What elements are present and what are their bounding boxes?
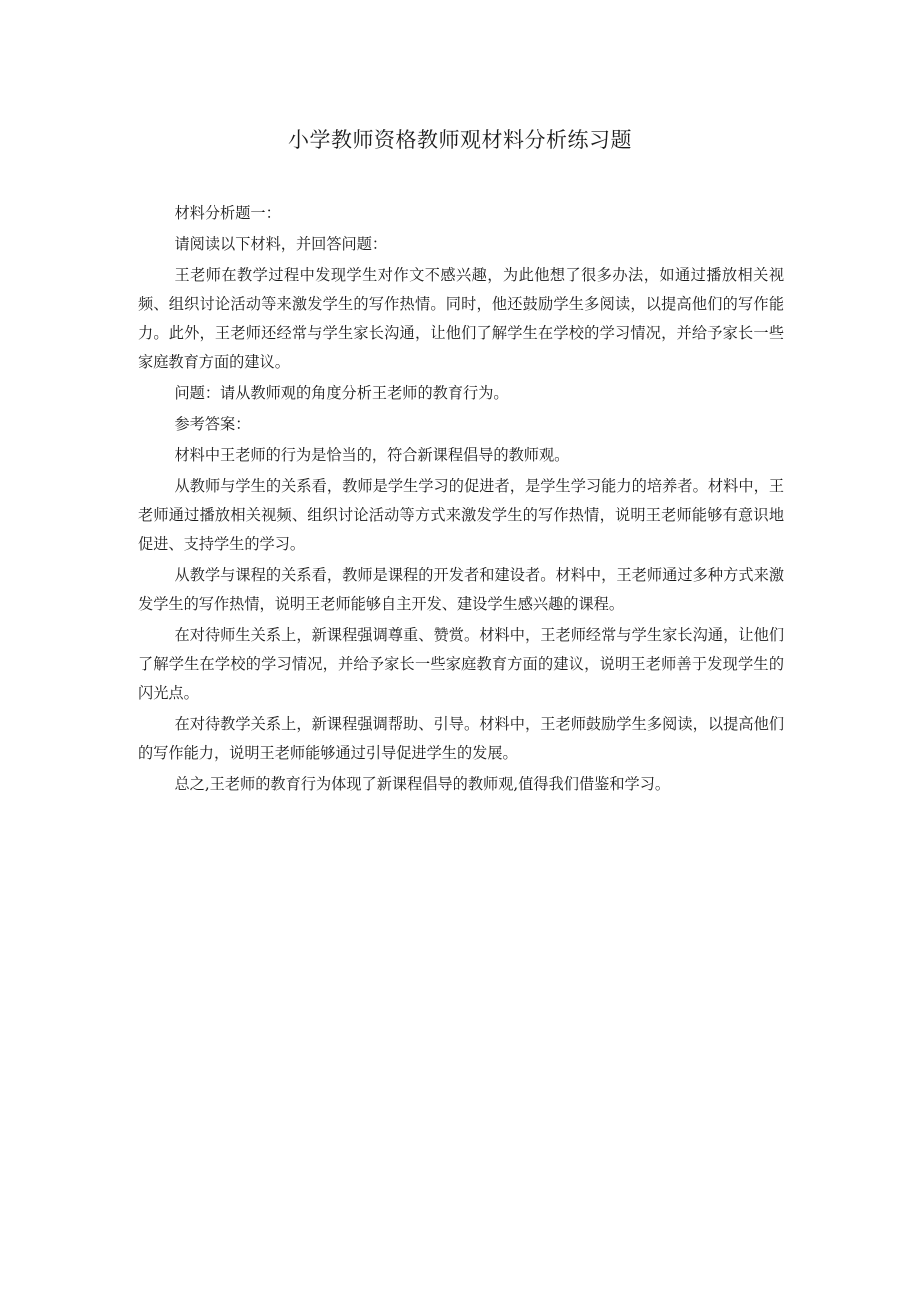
answer-paragraph: 材料中王老师的行为是恰当的，符合新课程倡导的教师观。 (174, 446, 570, 464)
document-body (138, 199, 784, 801)
instruction-text: 请阅读以下材料，并回答问题： (174, 235, 388, 253)
answer-paragraph: 在对待师生关系上，新课程强调尊重、赞赏。材料中，王老师经常与学生家长沟通，让他们了解学生在学校的学习情况，并给予家长一些家庭教育方面的建议，说明王老师善于发现学生的闪光点。 (138, 626, 784, 702)
section-heading: 材料分析题一： (174, 204, 281, 222)
answer-heading: 参考答案： (174, 415, 251, 433)
answer-paragraph: 从教学与课程的关系看，教师是课程的开发者和建设者。材料中，王老师通过多种方式来激发学生的写作热情，说明王老师能够自主开发、建设学生感兴趣的课程。 (138, 566, 784, 613)
material-paragraph: 王老师在教学过程中发现学生对作文不感兴趣，为此他想了很多办法，如通过播放相关视频、组织讨论活动等来激发学生的写作热情。同时，他还鼓励学生多阅读，以提高他们的写作能力。此外，王老师还经常与学生家长沟通，让他们了解学生在学校的学习情况，并给予家长一些家庭教育方面的建议。 (138, 266, 784, 371)
conclusion-paragraph: 总之,王老师的教育行为体现了新课程倡导的教师观,值得我们借鉴和学习。 (174, 775, 671, 793)
answer-paragraph: 在对待教学关系上，新课程强调帮助、引导。材料中，王老师鼓励学生多阅读，以提高他们的写作能力，说明王老师能够通过引导促进学生的发展。 (138, 715, 784, 762)
question-text: 问题：请从教师观的角度分析王老师的教育行为。 (174, 384, 509, 402)
document-title: 小学教师资格教师观材料分析练习题 (288, 128, 632, 152)
answer-paragraph: 从教师与学生的关系看，教师是学生学习的促进者，是学生学习能力的培养者。材料中，王老师通过播放相关视频、组织讨论活动等方式来激发学生的写作热情，说明王老师能够有意识地促进、支持学生的学习。 (138, 477, 784, 553)
